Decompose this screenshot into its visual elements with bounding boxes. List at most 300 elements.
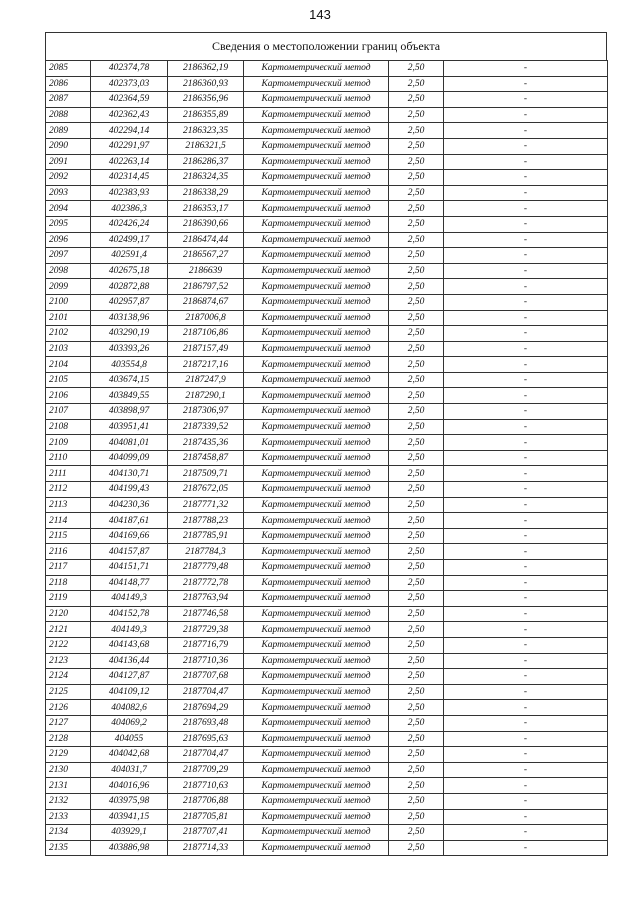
table-row	[46, 560, 608, 576]
point-number-cell: 2124	[46, 669, 91, 685]
x-coordinate-cell: 404042,68	[91, 747, 168, 763]
x-coordinate-cell: 404069,2	[91, 715, 168, 731]
table-row	[46, 154, 608, 170]
point-number-cell: 2133	[46, 809, 91, 825]
description-cell: -	[444, 92, 608, 108]
method-cell: Картометрический метод	[244, 450, 389, 466]
method-cell: Картометрический метод	[244, 840, 389, 856]
method-cell: Картометрический метод	[244, 76, 389, 92]
boundary-table-container	[45, 32, 607, 856]
point-number-cell: 2108	[46, 419, 91, 435]
method-cell: Картометрический метод	[244, 606, 389, 622]
x-coordinate-cell: 404199,43	[91, 482, 168, 498]
y-coordinate-cell: 2187763,94	[168, 591, 244, 607]
y-coordinate-cell: 2187779,48	[168, 560, 244, 576]
point-number-cell: 2117	[46, 560, 91, 576]
method-cell: Картометрический метод	[244, 279, 389, 295]
method-cell: Картометрический метод	[244, 310, 389, 326]
table-row	[46, 466, 608, 482]
method-cell: Картометрический метод	[244, 92, 389, 108]
accuracy-cell: 2,50	[389, 294, 444, 310]
y-coordinate-cell: 2186321,5	[168, 138, 244, 154]
description-cell: -	[444, 637, 608, 653]
accuracy-cell: 2,50	[389, 793, 444, 809]
point-number-cell: 2134	[46, 825, 91, 841]
method-cell: Картометрический метод	[244, 622, 389, 638]
y-coordinate-cell: 2187707,41	[168, 825, 244, 841]
point-number-cell: 2131	[46, 778, 91, 794]
y-coordinate-cell: 2187707,68	[168, 669, 244, 685]
method-cell: Картометрический метод	[244, 170, 389, 186]
y-coordinate-cell: 2187709,29	[168, 762, 244, 778]
description-cell: -	[444, 170, 608, 186]
description-cell: -	[444, 279, 608, 295]
x-coordinate-cell: 402263,14	[91, 154, 168, 170]
table-row	[46, 388, 608, 404]
method-cell: Картометрический метод	[244, 419, 389, 435]
table-row	[46, 747, 608, 763]
description-cell: -	[444, 825, 608, 841]
accuracy-cell: 2,50	[389, 372, 444, 388]
x-coordinate-cell: 403886,98	[91, 840, 168, 856]
y-coordinate-cell: 2186356,96	[168, 92, 244, 108]
table-row	[46, 513, 608, 529]
point-number-cell: 2110	[46, 450, 91, 466]
x-coordinate-cell: 402383,93	[91, 185, 168, 201]
accuracy-cell: 2,50	[389, 310, 444, 326]
table-row	[46, 185, 608, 201]
table-row	[46, 419, 608, 435]
point-number-cell: 2130	[46, 762, 91, 778]
method-cell: Картометрический метод	[244, 404, 389, 420]
accuracy-cell: 2,50	[389, 216, 444, 232]
x-coordinate-cell: 404152,78	[91, 606, 168, 622]
accuracy-cell: 2,50	[389, 637, 444, 653]
method-cell: Картометрический метод	[244, 372, 389, 388]
description-cell: -	[444, 185, 608, 201]
table-row	[46, 61, 608, 77]
method-cell: Картометрический метод	[244, 263, 389, 279]
method-cell: Картометрический метод	[244, 575, 389, 591]
description-cell: -	[444, 232, 608, 248]
y-coordinate-cell: 2187704,47	[168, 684, 244, 700]
accuracy-cell: 2,50	[389, 232, 444, 248]
point-number-cell: 2112	[46, 482, 91, 498]
method-cell: Картометрический метод	[244, 528, 389, 544]
description-cell: -	[444, 450, 608, 466]
accuracy-cell: 2,50	[389, 263, 444, 279]
y-coordinate-cell: 2187706,88	[168, 793, 244, 809]
method-cell: Картометрический метод	[244, 482, 389, 498]
table-row	[46, 482, 608, 498]
y-coordinate-cell: 2187106,86	[168, 326, 244, 342]
accuracy-cell: 2,50	[389, 653, 444, 669]
y-coordinate-cell: 2187694,29	[168, 700, 244, 716]
x-coordinate-cell: 403138,96	[91, 310, 168, 326]
accuracy-cell: 2,50	[389, 560, 444, 576]
method-cell: Картометрический метод	[244, 715, 389, 731]
accuracy-cell: 2,50	[389, 123, 444, 139]
y-coordinate-cell: 2187217,16	[168, 357, 244, 373]
y-coordinate-cell: 2187729,38	[168, 622, 244, 638]
point-number-cell: 2092	[46, 170, 91, 186]
method-cell: Картометрический метод	[244, 232, 389, 248]
description-cell: -	[444, 575, 608, 591]
method-cell: Картометрический метод	[244, 388, 389, 404]
accuracy-cell: 2,50	[389, 341, 444, 357]
accuracy-cell: 2,50	[389, 201, 444, 217]
x-coordinate-cell: 404127,87	[91, 669, 168, 685]
x-coordinate-cell: 402499,17	[91, 232, 168, 248]
table-row	[46, 606, 608, 622]
y-coordinate-cell: 2187290,1	[168, 388, 244, 404]
table-row	[46, 123, 608, 139]
accuracy-cell: 2,50	[389, 762, 444, 778]
y-coordinate-cell: 2186797,52	[168, 279, 244, 295]
point-number-cell: 2096	[46, 232, 91, 248]
table-row	[46, 279, 608, 295]
table-row	[46, 762, 608, 778]
y-coordinate-cell: 2186355,89	[168, 107, 244, 123]
x-coordinate-cell: 402957,87	[91, 294, 168, 310]
point-number-cell: 2098	[46, 263, 91, 279]
x-coordinate-cell: 403674,15	[91, 372, 168, 388]
accuracy-cell: 2,50	[389, 669, 444, 685]
y-coordinate-cell: 2187509,71	[168, 466, 244, 482]
table-row	[46, 840, 608, 856]
description-cell: -	[444, 61, 608, 77]
accuracy-cell: 2,50	[389, 482, 444, 498]
page-number: 143	[309, 7, 331, 22]
method-cell: Картометрический метод	[244, 513, 389, 529]
x-coordinate-cell: 404151,71	[91, 560, 168, 576]
x-coordinate-cell: 403898,97	[91, 404, 168, 420]
x-coordinate-cell: 404143,68	[91, 637, 168, 653]
accuracy-cell: 2,50	[389, 419, 444, 435]
y-coordinate-cell: 2187339,52	[168, 419, 244, 435]
table-row	[46, 591, 608, 607]
y-coordinate-cell: 2187006,8	[168, 310, 244, 326]
x-coordinate-cell: 402373,03	[91, 76, 168, 92]
x-coordinate-cell: 403951,41	[91, 419, 168, 435]
y-coordinate-cell: 2187704,47	[168, 747, 244, 763]
point-number-cell: 2094	[46, 201, 91, 217]
point-number-cell: 2102	[46, 326, 91, 342]
x-coordinate-cell: 404055	[91, 731, 168, 747]
y-coordinate-cell: 2186567,27	[168, 248, 244, 264]
x-coordinate-cell: 404130,71	[91, 466, 168, 482]
method-cell: Картометрический метод	[244, 185, 389, 201]
accuracy-cell: 2,50	[389, 107, 444, 123]
method-cell: Картометрический метод	[244, 591, 389, 607]
table-row	[46, 684, 608, 700]
description-cell: -	[444, 591, 608, 607]
method-cell: Картометрический метод	[244, 154, 389, 170]
description-cell: -	[444, 419, 608, 435]
accuracy-cell: 2,50	[389, 513, 444, 529]
method-cell: Картометрический метод	[244, 762, 389, 778]
point-number-cell: 2107	[46, 404, 91, 420]
accuracy-cell: 2,50	[389, 138, 444, 154]
method-cell: Картометрический метод	[244, 466, 389, 482]
accuracy-cell: 2,50	[389, 435, 444, 451]
accuracy-cell: 2,50	[389, 279, 444, 295]
point-number-cell: 2129	[46, 747, 91, 763]
y-coordinate-cell: 2186362,19	[168, 61, 244, 77]
x-coordinate-cell: 402314,45	[91, 170, 168, 186]
accuracy-cell: 2,50	[389, 326, 444, 342]
method-cell: Картометрический метод	[244, 684, 389, 700]
table-row	[46, 497, 608, 513]
method-cell: Картометрический метод	[244, 341, 389, 357]
table-row	[46, 528, 608, 544]
method-cell: Картометрический метод	[244, 435, 389, 451]
x-coordinate-cell: 404169,66	[91, 528, 168, 544]
accuracy-cell: 2,50	[389, 185, 444, 201]
y-coordinate-cell: 2187714,33	[168, 840, 244, 856]
point-number-cell: 2118	[46, 575, 91, 591]
description-cell: -	[444, 731, 608, 747]
description-cell: -	[444, 560, 608, 576]
description-cell: -	[444, 341, 608, 357]
table-row	[46, 544, 608, 560]
description-cell: -	[444, 715, 608, 731]
x-coordinate-cell: 404149,3	[91, 622, 168, 638]
x-coordinate-cell: 404016,96	[91, 778, 168, 794]
description-cell: -	[444, 372, 608, 388]
table-body	[46, 61, 608, 856]
point-number-cell: 2115	[46, 528, 91, 544]
method-cell: Картометрический метод	[244, 700, 389, 716]
table-row	[46, 637, 608, 653]
method-cell: Картометрический метод	[244, 61, 389, 77]
description-cell: -	[444, 793, 608, 809]
method-cell: Картометрический метод	[244, 201, 389, 217]
accuracy-cell: 2,50	[389, 497, 444, 513]
y-coordinate-cell: 2187695,63	[168, 731, 244, 747]
point-number-cell: 2097	[46, 248, 91, 264]
x-coordinate-cell: 402872,88	[91, 279, 168, 295]
accuracy-cell: 2,50	[389, 715, 444, 731]
table-row	[46, 201, 608, 217]
table-row	[46, 76, 608, 92]
description-cell: -	[444, 778, 608, 794]
description-cell: -	[444, 107, 608, 123]
method-cell: Картометрический метод	[244, 669, 389, 685]
x-coordinate-cell: 403975,98	[91, 793, 168, 809]
accuracy-cell: 2,50	[389, 170, 444, 186]
x-coordinate-cell: 402362,43	[91, 107, 168, 123]
y-coordinate-cell: 2187784,3	[168, 544, 244, 560]
table-row	[46, 653, 608, 669]
accuracy-cell: 2,50	[389, 466, 444, 482]
method-cell: Картометрический метод	[244, 560, 389, 576]
accuracy-cell: 2,50	[389, 357, 444, 373]
method-cell: Картометрический метод	[244, 778, 389, 794]
description-cell: -	[444, 388, 608, 404]
description-cell: -	[444, 294, 608, 310]
description-cell: -	[444, 809, 608, 825]
x-coordinate-cell: 402364,59	[91, 92, 168, 108]
x-coordinate-cell: 404187,61	[91, 513, 168, 529]
x-coordinate-cell: 403941,15	[91, 809, 168, 825]
y-coordinate-cell: 2187785,91	[168, 528, 244, 544]
method-cell: Картометрический метод	[244, 809, 389, 825]
point-number-cell: 2123	[46, 653, 91, 669]
method-cell: Картометрический метод	[244, 637, 389, 653]
x-coordinate-cell: 404149,3	[91, 591, 168, 607]
point-number-cell: 2103	[46, 341, 91, 357]
accuracy-cell: 2,50	[389, 747, 444, 763]
table-row	[46, 700, 608, 716]
y-coordinate-cell: 2186360,93	[168, 76, 244, 92]
description-cell: -	[444, 138, 608, 154]
description-cell: -	[444, 544, 608, 560]
point-number-cell: 2093	[46, 185, 91, 201]
method-cell: Картометрический метод	[244, 793, 389, 809]
y-coordinate-cell: 2186474,44	[168, 232, 244, 248]
x-coordinate-cell: 403290,19	[91, 326, 168, 342]
point-number-cell: 2113	[46, 497, 91, 513]
y-coordinate-cell: 2187693,48	[168, 715, 244, 731]
y-coordinate-cell: 2186338,29	[168, 185, 244, 201]
table-row	[46, 809, 608, 825]
description-cell: -	[444, 435, 608, 451]
method-cell: Картометрический метод	[244, 216, 389, 232]
accuracy-cell: 2,50	[389, 544, 444, 560]
table-row	[46, 793, 608, 809]
y-coordinate-cell: 2186324,35	[168, 170, 244, 186]
point-number-cell: 2116	[46, 544, 91, 560]
accuracy-cell: 2,50	[389, 606, 444, 622]
table-row	[46, 357, 608, 373]
y-coordinate-cell: 2187710,63	[168, 778, 244, 794]
point-number-cell: 2120	[46, 606, 91, 622]
table-row	[46, 622, 608, 638]
point-number-cell: 2095	[46, 216, 91, 232]
accuracy-cell: 2,50	[389, 684, 444, 700]
accuracy-cell: 2,50	[389, 248, 444, 264]
method-cell: Картометрический метод	[244, 731, 389, 747]
accuracy-cell: 2,50	[389, 840, 444, 856]
table-row	[46, 232, 608, 248]
method-cell: Картометрический метод	[244, 357, 389, 373]
accuracy-cell: 2,50	[389, 92, 444, 108]
x-coordinate-cell: 402291,97	[91, 138, 168, 154]
x-coordinate-cell: 403849,55	[91, 388, 168, 404]
table-row	[46, 715, 608, 731]
table-row	[46, 341, 608, 357]
description-cell: -	[444, 326, 608, 342]
point-number-cell: 2114	[46, 513, 91, 529]
y-coordinate-cell: 2186390,66	[168, 216, 244, 232]
point-number-cell: 2100	[46, 294, 91, 310]
y-coordinate-cell: 2187247,9	[168, 372, 244, 388]
description-cell: -	[444, 357, 608, 373]
description-cell: -	[444, 606, 608, 622]
description-cell: -	[444, 201, 608, 217]
description-cell: -	[444, 248, 608, 264]
y-coordinate-cell: 2187716,79	[168, 637, 244, 653]
point-number-cell: 2091	[46, 154, 91, 170]
x-coordinate-cell: 404031,7	[91, 762, 168, 778]
table-row	[46, 435, 608, 451]
accuracy-cell: 2,50	[389, 809, 444, 825]
x-coordinate-cell: 402374,78	[91, 61, 168, 77]
x-coordinate-cell: 403554,8	[91, 357, 168, 373]
table-row	[46, 669, 608, 685]
y-coordinate-cell: 2186353,17	[168, 201, 244, 217]
description-cell: -	[444, 513, 608, 529]
x-coordinate-cell: 404157,87	[91, 544, 168, 560]
description-cell: -	[444, 747, 608, 763]
x-coordinate-cell: 404082,6	[91, 700, 168, 716]
y-coordinate-cell: 2187746,58	[168, 606, 244, 622]
accuracy-cell: 2,50	[389, 591, 444, 607]
x-coordinate-cell: 403929,1	[91, 825, 168, 841]
accuracy-cell: 2,50	[389, 731, 444, 747]
point-number-cell: 2099	[46, 279, 91, 295]
description-cell: -	[444, 840, 608, 856]
x-coordinate-cell: 402426,24	[91, 216, 168, 232]
y-coordinate-cell: 2186874,67	[168, 294, 244, 310]
method-cell: Картометрический метод	[244, 653, 389, 669]
method-cell: Картометрический метод	[244, 544, 389, 560]
point-number-cell: 2127	[46, 715, 91, 731]
description-cell: -	[444, 263, 608, 279]
point-number-cell: 2090	[46, 138, 91, 154]
description-cell: -	[444, 497, 608, 513]
accuracy-cell: 2,50	[389, 76, 444, 92]
description-cell: -	[444, 76, 608, 92]
table-row	[46, 294, 608, 310]
accuracy-cell: 2,50	[389, 528, 444, 544]
table-row	[46, 138, 608, 154]
description-cell: -	[444, 762, 608, 778]
table-row	[46, 450, 608, 466]
accuracy-cell: 2,50	[389, 825, 444, 841]
y-coordinate-cell: 2187771,32	[168, 497, 244, 513]
description-cell: -	[444, 310, 608, 326]
table-row	[46, 326, 608, 342]
y-coordinate-cell: 2186323,35	[168, 123, 244, 139]
y-coordinate-cell: 2187705,81	[168, 809, 244, 825]
table-row	[46, 778, 608, 794]
x-coordinate-cell: 404099,09	[91, 450, 168, 466]
point-number-cell: 2126	[46, 700, 91, 716]
point-number-cell: 2106	[46, 388, 91, 404]
table-row	[46, 107, 608, 123]
y-coordinate-cell: 2187157,49	[168, 341, 244, 357]
description-cell: -	[444, 684, 608, 700]
method-cell: Картометрический метод	[244, 138, 389, 154]
method-cell: Картометрический метод	[244, 107, 389, 123]
point-number-cell: 2111	[46, 466, 91, 482]
x-coordinate-cell: 404109,12	[91, 684, 168, 700]
description-cell: -	[444, 700, 608, 716]
table-row	[46, 248, 608, 264]
method-cell: Картометрический метод	[244, 326, 389, 342]
table-row	[46, 216, 608, 232]
y-coordinate-cell: 2187672,05	[168, 482, 244, 498]
y-coordinate-cell: 2186286,37	[168, 154, 244, 170]
point-number-cell: 2089	[46, 123, 91, 139]
point-number-cell: 2085	[46, 61, 91, 77]
x-coordinate-cell: 402591,4	[91, 248, 168, 264]
accuracy-cell: 2,50	[389, 154, 444, 170]
x-coordinate-cell: 403393,26	[91, 341, 168, 357]
accuracy-cell: 2,50	[389, 388, 444, 404]
